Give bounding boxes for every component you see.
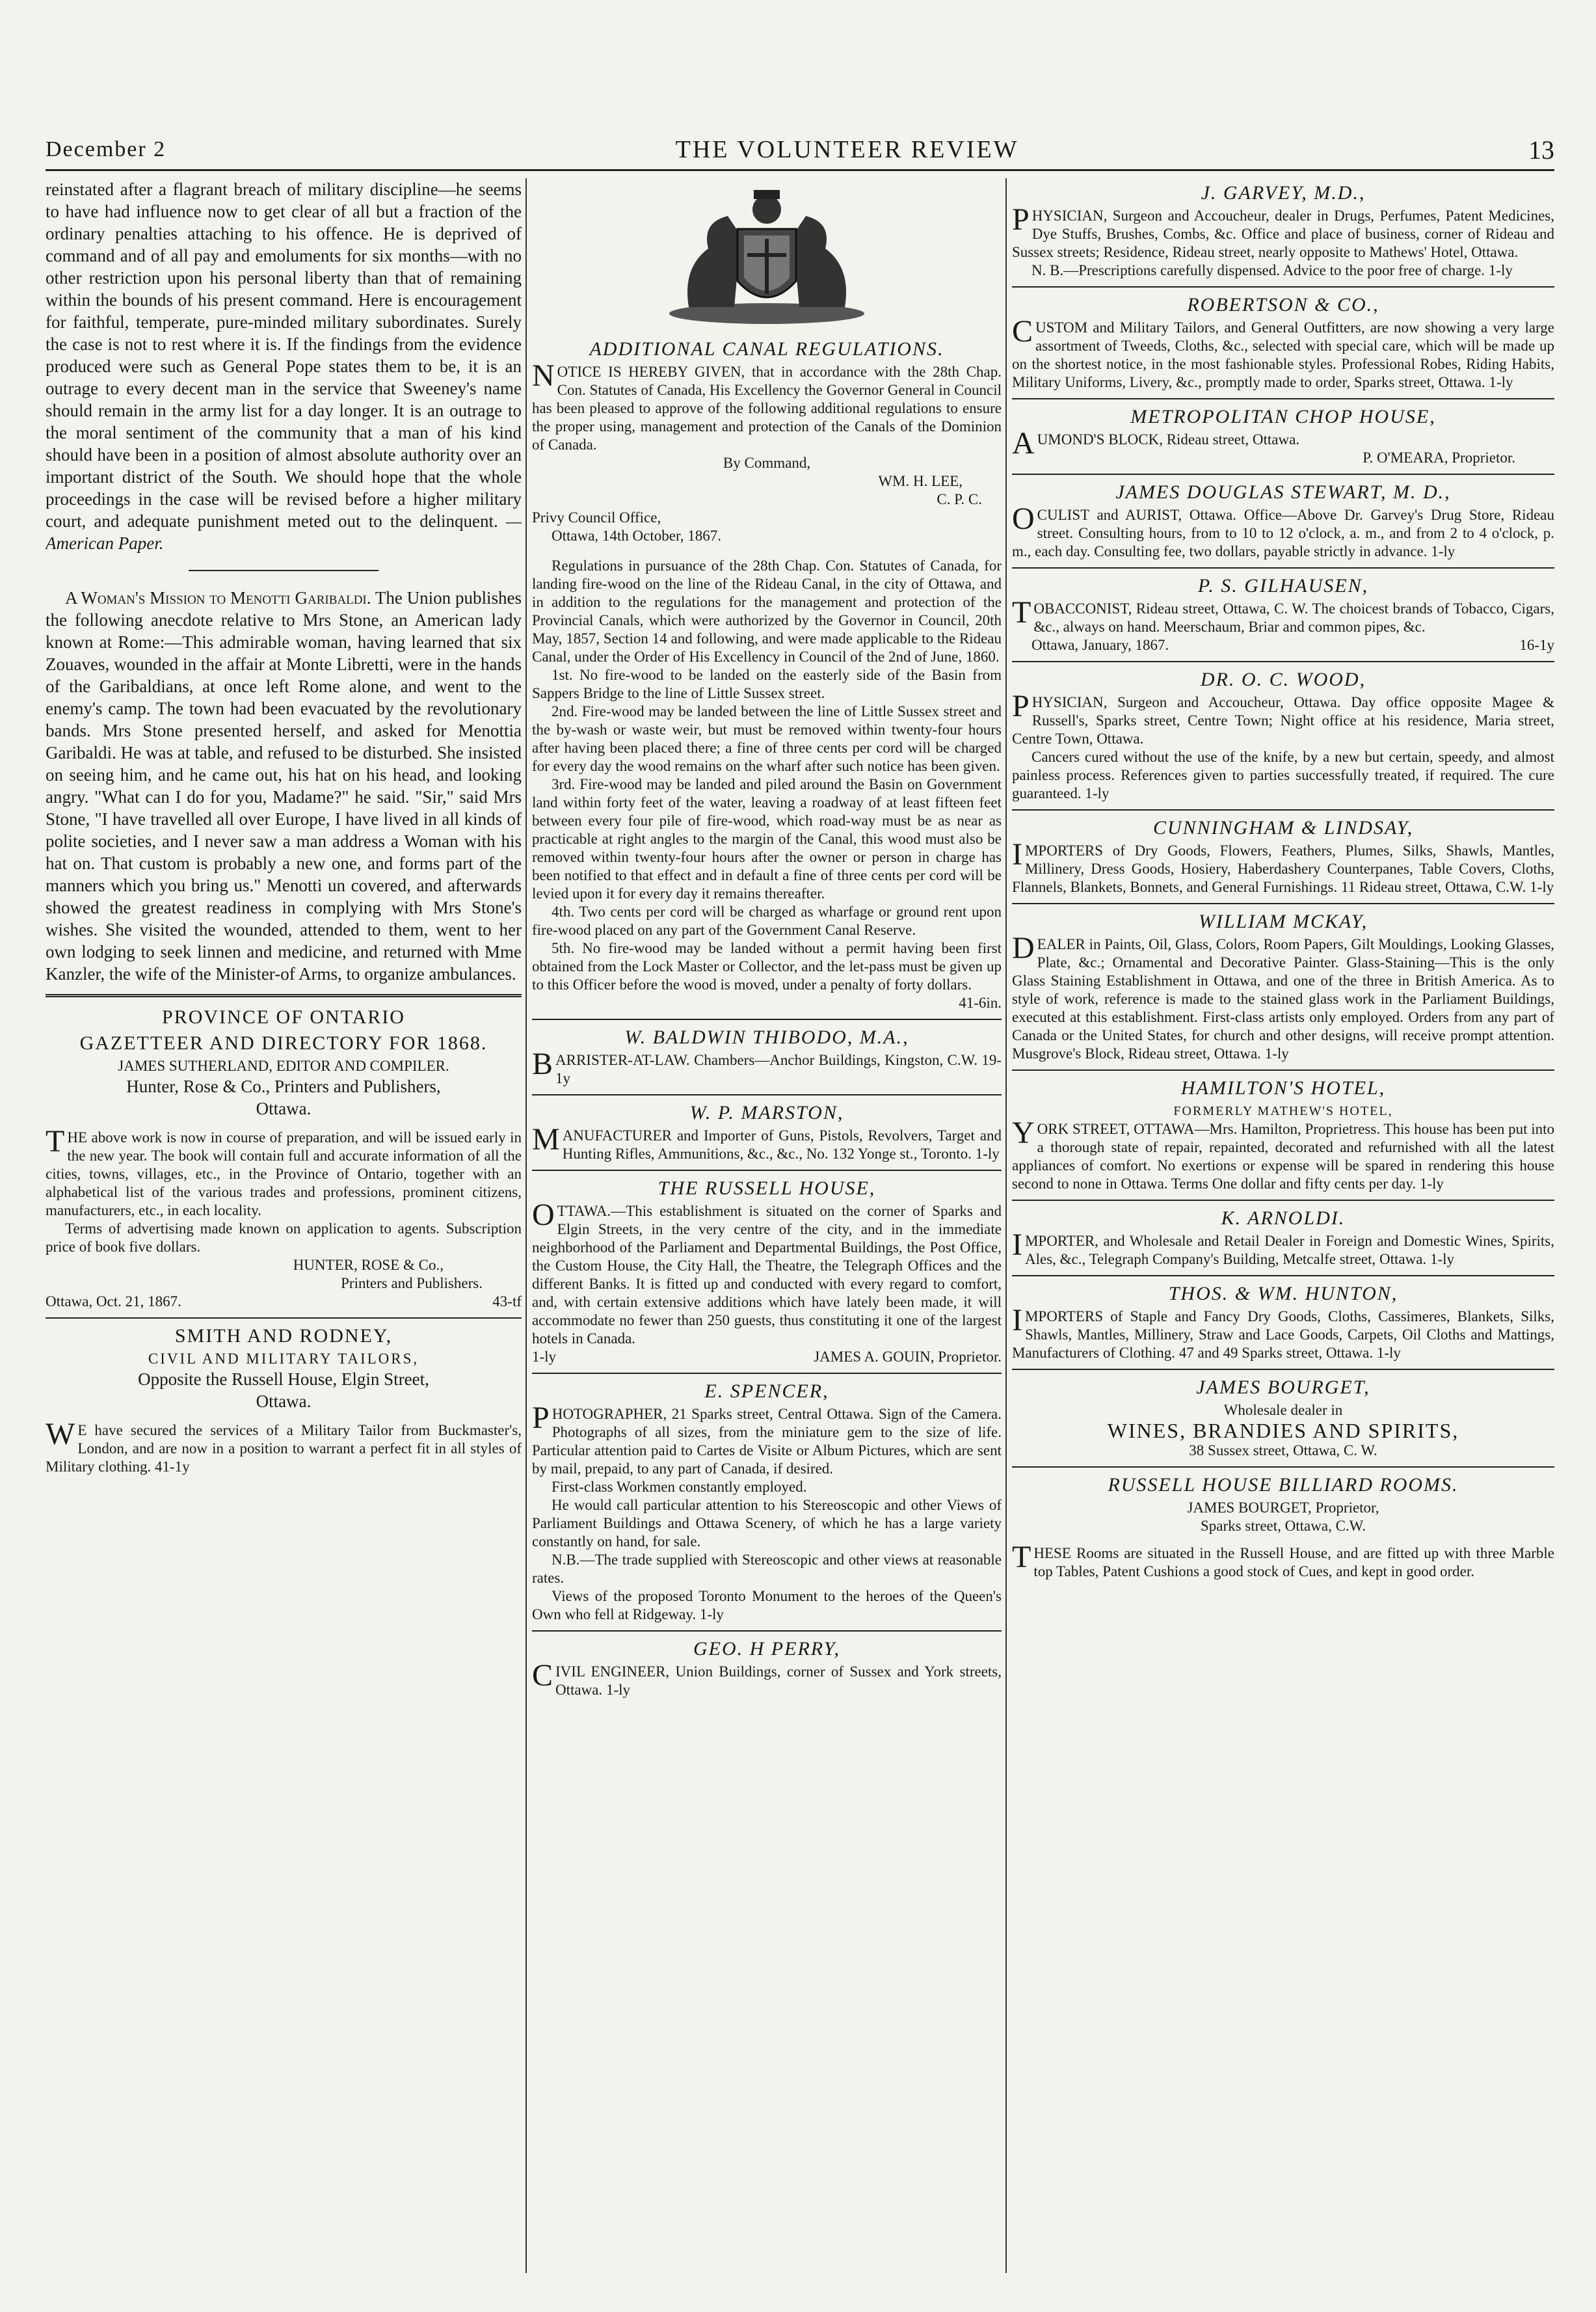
canal-regulations: Regulations in pursuance of the 28th Chap. Con. Statutes of Canada, for landing fire-wood on the line of the Rideau Canal, in the city of Ottawa, and in addition to the regulations for the management and protection of the Provincial Canals, which were authorized by the Governor in Council, 20th May, 1857, Section 14 and following, and were made applicable to the Rideau Canal, under the Order of His Excellency in Council of the 2nd of June, 1860. bbox=[532, 558, 1002, 665]
column-rule bbox=[525, 178, 527, 2273]
canal-signature: WM. H. LEE, bbox=[878, 473, 963, 489]
billiard-title: RUSSELL HOUSE BILLIARD ROOMS. bbox=[1108, 1474, 1459, 1496]
bourget-address: 38 Sussex street, Ottawa, C. W. bbox=[1189, 1442, 1377, 1458]
bourget-subtitle: Wholesale dealer in bbox=[1223, 1402, 1343, 1418]
divider bbox=[1012, 903, 1554, 904]
gazetteer-dateline: Ottawa, Oct. 21, 1867. 43-tf bbox=[46, 1293, 522, 1310]
gilhausen-title: P. S. GILHAUSEN, bbox=[1197, 575, 1369, 597]
divider bbox=[1012, 286, 1554, 288]
divider bbox=[532, 1094, 1002, 1096]
column-middle bbox=[532, 178, 1002, 2273]
divider bbox=[1012, 398, 1554, 399]
canal-date: Ottawa, 14th October, 1867. bbox=[552, 528, 721, 544]
royal-crest-image bbox=[663, 183, 871, 327]
smith-subtitle: CIVIL AND MILITARY TAILORS, bbox=[148, 1351, 419, 1367]
regulation-5: 5th. No fire-wood may be landed without a permit having been first obtained from the Lock Master or Collector, and the let-pass must be given up to this Officer before the wood is moved, under a penalty of forty dollars. bbox=[532, 940, 1002, 993]
divider bbox=[1012, 809, 1554, 811]
gazetteer-publisher: Hunter, Rose & Co., Printers and Publishers, bbox=[126, 1077, 441, 1096]
column-rule bbox=[1005, 178, 1007, 2273]
divider bbox=[1012, 1200, 1554, 1201]
smith-text: WE have secured the services of a Military Tailor from Buckmaster's, London, and are now in a position to warrant a perfect fit in all styles of Military clothing. 41-1y bbox=[46, 1417, 522, 1475]
wood-title: DR. O. C. WOOD, bbox=[1200, 669, 1366, 690]
gazetteer-terms: Terms of advertising made known on application to agents. Subscription price of book five dollars. bbox=[46, 1220, 522, 1255]
column-right bbox=[1012, 178, 1554, 2273]
spencer-title: E. SPENCER, bbox=[704, 1380, 829, 1402]
garvey-nb: N. B.—Prescriptions carefully dispensed. Advice to the poor free of charge. 1-ly bbox=[1031, 262, 1513, 278]
spencer-text: PHOTOGRAPHER, 21 Sparks street, Central Ottawa. Sign of the Camera. Photographs of all sizes, from the miniature gem to the size of life. Particular attention paid to Cartes de Visite or Album Pictures, which are sent by mail, prepaid, to any part of Canada, if desired. bbox=[532, 1401, 1002, 1477]
divider bbox=[1012, 661, 1554, 662]
regulation-2: 2nd. Fire-wood may be landed between the line of Little Sussex street and the by-wash or waste weir, but must be removed within twenty-four hours after having been placed there; a fine of three cents per cord will be charged for every day the wood remains on the wharf after such notice has been given. bbox=[532, 703, 1002, 774]
gazetteer-signature: HUNTER, ROSE & Co., bbox=[293, 1257, 444, 1273]
divider bbox=[1012, 1369, 1554, 1370]
divider bbox=[189, 570, 379, 571]
spencer-monument: Views of the proposed Toronto Monument to the heroes of the Queen's Own who fell at Ridgeway. 1-ly bbox=[532, 1588, 1002, 1622]
canal-notice: NOTICE IS HEREBY GIVEN, that in accordance with the 28th Chap. Con. Statutes of Canada, His Excellency the Governor General in Council has been pleased to approve of the following additional regulations to ensure the proper using, management and protection of the Canals of the Dominion of Canada. bbox=[532, 358, 1002, 453]
mission-article: A Woman's Mission to Menotti Garibaldi. The Union publishes the following anecdote relative to Mrs Stone, an American lady known at Rome:—This admirable woman, having learned that six Zouaves, wounded in the affair at Monte Libretti, were in the hands of the Garibaldians, at once left Rome alone, and went to the enemy's camp. The town had been evacuated by the revolutionary bands. Mrs Stone presented herself, and asked for Menottia Garibaldi. He was at table, and refused to be disturbed. She insisted on seeing him, and he came out, his hat on his head, and looking angry. "What can I do for you, Madame?" he said. "Sir," said Mrs Stone, "I have travelled all over Europe, I have lived in all kinds of polite societies, and I never saw a man address a Woman with his hat on. That custom is probably a new one, and forms part of the manners which you bring us." Menotti un covered, and afterwards showed the greatest readiness in complying with Mrs Stone's wishes. She visited the wounded, attended to them, went to her own lodging to seek linnen and medicine, and returned with Mme Kanzler, the wife of the Minister-of Arms, to organize ambulances. bbox=[46, 588, 522, 984]
marston-text: MANUFACTURER and Importer of Guns, Pistols, Revolvers, Target and Hunting Rifles, Ammunitions, &c., &c., No. 132 Yonge st., Toronto. 1-ly bbox=[532, 1122, 1002, 1162]
divider bbox=[1012, 474, 1554, 475]
gazetteer-editor: JAMES SUTHERLAND, EDITOR AND COMPILER. bbox=[118, 1058, 449, 1074]
marston-title: W. P. MARSTON, bbox=[689, 1102, 844, 1123]
divider bbox=[532, 1630, 1002, 1632]
baldwin-title: W. BALDWIN THIBODO, M.A., bbox=[624, 1027, 909, 1048]
baldwin-text: BARRISTER-AT-LAW. Chambers—Anchor Buildings, Kingston, C.W. 19-1y bbox=[532, 1047, 1002, 1086]
divider bbox=[46, 994, 522, 997]
gazetteer-title: PROVINCE OF ONTARIO bbox=[162, 1006, 405, 1028]
gazetteer-city: Ottawa. bbox=[256, 1099, 312, 1118]
divider bbox=[1012, 567, 1554, 569]
mckay-text: DEALER in Paints, Oil, Glass, Colors, Room Papers, Gilt Mouldings, Looking Glasses, Plate, &c.; Ornamental and Decorative Painter. Glass-Staining—This is the only Glass Staining Establishment in Ottawa, and one of the three in British America. As to style of work, reference is made to the stained glass work in the Parliament Buildings, executed at this establishment. First-class artists only employed. Orders from any part of Canada or the United States, for church and other designs, will receive prompt attention. Musgrove's Block, Rideau street, Ottawa. 1-ly bbox=[1012, 931, 1554, 1062]
mckay-title: WILLIAM MCKAY, bbox=[1198, 911, 1368, 932]
hamilton-title: HAMILTON'S HOTEL, bbox=[1180, 1077, 1386, 1099]
article-continuation: reinstated after a flagrant breach of military discipline—he seems to have had influence now to get clear of all but a fraction of the ordinary penalties attaching to his offence. He is deprived of command and of all pay and emoluments for six months—with no other restriction upon his personal liberty than that of remaining within the bounds of his present command. Here is encouragement for faithful, temperate, pure-minded military subordinates. Surely the case is not to rest where it is. If the findings from the evidence produced were such as General Pope states them to be, it is an outrage to every decent man in the service that Sweeney's name should remain in the army list for a day longer. It is an outrage to the moral sentiment of the community that a man of his kind should have been in a position of almost absolute authority over an important district of the South. We should hope that the whole proceedings in the case will be revised before a higher military court, and adequate punishment meted out to the delinquent. —American Paper. bbox=[46, 180, 522, 553]
gazetteer-signature-2: Printers and Publishers. bbox=[341, 1275, 483, 1291]
cunningham-title: CUNNINGHAM & LINDSAY, bbox=[1152, 817, 1414, 839]
smith-address: Opposite the Russell House, Elgin Street, bbox=[138, 1369, 429, 1389]
canal-office: Privy Council Office, bbox=[532, 509, 661, 526]
arnoldi-title: K. ARNOLDI. bbox=[1221, 1207, 1346, 1229]
russell-text: OTTAWA.—This establishment is situated on the corner of Sparks and Elgin Streets, in the very centre of the city, and in the immediate neighborhood of the Parliament and Departmental Buildings, the Post Office, the Custom House, the City Hall, the Theatre, the Telegraph Offices and the different Banks. It is fitted up and conducted with every regard to comfort, and, with certain extensive additions which have lately been made, it will accommodate no fewer than 250 guests, thus constituting it one of the largest hotels in Canada. bbox=[532, 1198, 1002, 1347]
perry-text: CIVIL ENGINEER, Union Buildings, corner of Sussex and York streets, Ottawa. 1-ly bbox=[532, 1658, 1002, 1698]
chop-house-text: AUMOND'S BLOCK, Rideau street, Ottawa. bbox=[1012, 426, 1300, 461]
bourget-wines: WINES, BRANDIES AND SPIRITS, bbox=[1107, 1419, 1459, 1442]
chop-house-title: METROPOLITAN CHOP HOUSE, bbox=[1130, 406, 1436, 427]
mission-heading: A Woman's Mission to Menotti Garibaldi. bbox=[65, 588, 371, 608]
gilhausen-dateline: Ottawa, January, 1867. 16-1y bbox=[1031, 637, 1554, 653]
cunningham-text: IMPORTERS of Dry Goods, Flowers, Feathers, Plumes, Silks, Shawls, Mantles, Millinery, Dress Goods, Hosiery, Haberdashery Counterpanes, Table Covers, Cloths, Flannels, Blankets, Bonnets, and General Furnishings. 11 Rideau street, Ottawa, C.W. 1-ly bbox=[1012, 837, 1554, 895]
divider bbox=[1012, 1466, 1554, 1468]
divider bbox=[1012, 1275, 1554, 1276]
perry-title: GEO. H PERRY, bbox=[693, 1638, 840, 1660]
robertson-text: CUSTOM and Military Tailors, and General Outfitters, are now showing a very large assortment of Tweeds, Cloths, &c., selected with special care, which will be made up on the shortest notice, in the most fashionable styles. Professional Robes, Riding Habits, Military Uniforms, Livery, &c., promptly made to order, Sparks street, Ottawa. 1-ly bbox=[1012, 314, 1554, 390]
issue-date: December 2 bbox=[46, 137, 166, 161]
billiard-address: Sparks street, Ottawa, C.W. bbox=[1200, 1518, 1366, 1534]
hamilton-subtitle: FORMERLY MATHEW'S HOTEL, bbox=[1173, 1104, 1393, 1118]
column-left bbox=[46, 178, 522, 2273]
wood-text: PHYSICIAN, Surgeon and Accoucheur, Ottawa. Day office opposite Magee & Russell's, Sparks street, Centre Town; Night office at his residence, Maria street, Centre Town, Ottawa. bbox=[1012, 689, 1554, 747]
garvey-text: PHYSICIAN, Surgeon and Accoucheur, dealer in Drugs, Perfumes, Patent Medicines, Dye Stuffs, Brushes, Combs, &c. Office and place of business, corner of Rideau and Sussex streets; Residence, Rideau street, nearly opposite to Mathews' Hotel, Ottawa. bbox=[1012, 202, 1554, 260]
russell-signature: 1-ly JAMES A. GOUIN, Proprietor. bbox=[532, 1349, 1002, 1365]
divider bbox=[46, 1317, 522, 1319]
chop-house-proprietor: P. O'MEARA, Proprietor. bbox=[1363, 450, 1515, 466]
divider bbox=[532, 1373, 1002, 1374]
smith-city: Ottawa. bbox=[256, 1391, 312, 1411]
divider bbox=[1012, 1069, 1554, 1071]
hamilton-text: YORK STREET, OTTAWA—Mrs. Hamilton, Proprietress. This house has been put into a thorough state of repair, repainted, decorated and refurnished with all the latest appliances of comfort. No exertions or expense will be spared in rendering this house second to none in Ottawa. Terms One dollar and fifty cents per day. 1-ly bbox=[1012, 1116, 1554, 1192]
canal-signature-2: C. P. C. bbox=[937, 491, 982, 507]
hunton-title: THOS. & WM. HUNTON, bbox=[1168, 1283, 1398, 1304]
canal-code: 41-6in. bbox=[959, 995, 1002, 1011]
spencer-views: He would call particular attention to his Stereoscopic and other Views of Parliament Buildings and Ottawa Scenery, of which he has a large variety constantly on hand, for sale. bbox=[532, 1497, 1002, 1550]
gazetteer-subtitle: GAZETTEER AND DIRECTORY FOR 1868. bbox=[79, 1032, 488, 1054]
canal-title: ADDITIONAL CANAL REGULATIONS. bbox=[589, 338, 944, 360]
page-header bbox=[46, 130, 1554, 171]
arnoldi-text: IMPORTER, and Wholesale and Retail Dealer in Foreign and Domestic Wines, Spirits, Ales, &c., Telegraph Company's Building, Metcalfe street, Ottawa. 1-ly bbox=[1012, 1228, 1554, 1267]
billiard-text: THESE Rooms are situated in the Russell House, and are fitted up with three Marble top Tables, Patent Cushions a good stock of Cues, and kept in good order. bbox=[1012, 1540, 1554, 1579]
spencer-workmen: First-class Workmen constantly employed. bbox=[552, 1479, 807, 1495]
regulation-1: 1st. No fire-wood to be landed on the easterly side of the Basin from Sappers Bridge to the line of Little Sussex street. bbox=[532, 667, 1002, 701]
smith-title: SMITH AND RODNEY, bbox=[174, 1325, 393, 1347]
garvey-title: J. GARVEY, M.D., bbox=[1201, 182, 1366, 204]
billiard-proprietor: JAMES BOURGET, Proprietor, bbox=[1187, 1499, 1379, 1516]
gilhausen-text: TOBACCONIST, Rideau street, Ottawa, C. W. The choicest brands of Tobacco, Cigars, &c., always on hand. Meerschaum, Briar and common pipes, &c. bbox=[1012, 595, 1554, 635]
page-number: 13 bbox=[1528, 135, 1554, 165]
divider bbox=[532, 1170, 1002, 1171]
stewart-text: OCULIST and AURIST, Ottawa. Office—Above Dr. Garvey's Drug Store, Rideau street. Consulting hours, from to 10 to 12 o'clock, a. m., and from 2 to 4 o'clock, p. m., each day. Consulting fee, two dollars, payable strictly in advance. 1-ly bbox=[1012, 502, 1554, 559]
bourget-title: JAMES BOURGET, bbox=[1196, 1377, 1370, 1398]
divider bbox=[532, 1019, 1002, 1020]
gazetteer-text: THE above work is now in course of preparation, and will be issued early in the new year. The book will contain full and accurate information of all the cities, towns, villages, etc., in the Province of Ontario, together with an alphabetical list of the various trades and professions, prominent citizens, manufacturers, etc., in each locality. bbox=[46, 1124, 522, 1218]
canal-by-command: By Command, bbox=[723, 455, 811, 471]
masthead-title: THE VOLUNTEER REVIEW bbox=[675, 136, 1019, 163]
robertson-title: ROBERTSON & CO., bbox=[1187, 294, 1379, 316]
russell-title: THE RUSSELL HOUSE, bbox=[658, 1177, 876, 1199]
wood-cancers: Cancers cured without the use of the knife, by a new but certain, speedy, and almost painless process. References given to parties successfully treated, if required. The cure guaranteed. 1-ly bbox=[1012, 749, 1554, 801]
regulation-4: 4th. Two cents per cord will be charged as wharfage or ground rent upon fire-wood placed on any part of the Government Canal Reserve. bbox=[532, 904, 1002, 938]
hunton-text: IMPORTERS of Staple and Fancy Dry Goods, Cloths, Cassimeres, Blankets, Silks, Shawls, Mantles, Millinery, Straw and Lace Goods, Carpets, Oil Cloths and Mattings, Manufacturers of Clothing. 47 and 49 Sparks street, Ottawa. 1-ly bbox=[1012, 1303, 1554, 1361]
stewart-title: JAMES DOUGLAS STEWART, M. D., bbox=[1115, 481, 1451, 503]
spencer-trade: N.B.—The trade supplied with Stereoscopic and other views at reasonable rates. bbox=[532, 1552, 1002, 1586]
regulation-3: 3rd. Fire-wood may be landed and piled around the Basin on Government land within forty feet of the water, leaving a roadway of at least fifteen feet between every four pile of fire-wood, which road-way must be as near as practicable at right angles to the margin of the Canal, this wood must also be removed within twenty-four hours after the owner or person in charge has been notified to that effect and in default a fine of three cents per cord will be levied upon it for every day it remains thereafter. bbox=[532, 776, 1002, 902]
